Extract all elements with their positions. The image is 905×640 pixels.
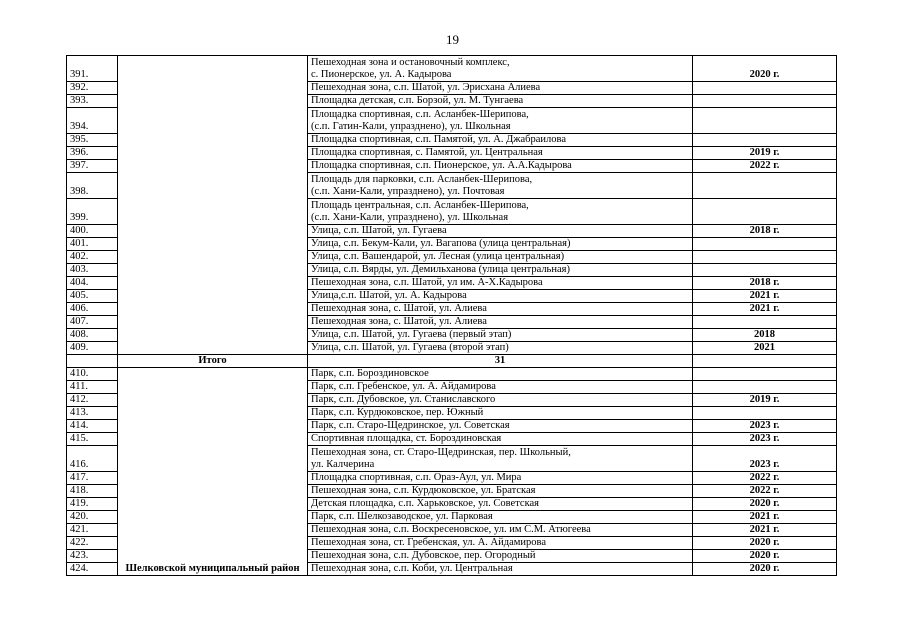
completion-year (693, 251, 837, 264)
object-description (308, 56, 693, 82)
completion-year (693, 82, 837, 95)
total-count: 31 (308, 355, 693, 368)
district-cell (118, 56, 308, 355)
object-line: Площадка детская, с.п. Борзой, ул. М. Тунгаева (311, 95, 524, 106)
object-line: (с.п. Хани-Кали, упразднено), ул. Почтовая (311, 186, 505, 197)
object-line: Парк, с.п. Гребенское, ул. А. Айдамирова (311, 381, 496, 392)
object-description (308, 485, 693, 498)
row-number: 401. (67, 238, 118, 251)
table-row (67, 56, 837, 82)
object-description (308, 264, 693, 277)
completion-year (693, 108, 837, 134)
object-description (308, 511, 693, 524)
object-line: Улица, с.п. Вярды, ул. Демильханова (улица центральная) (311, 264, 570, 275)
row-number: 397. (67, 160, 118, 173)
object-description (308, 563, 693, 576)
total-blank-cell (67, 355, 118, 368)
completion-year (693, 316, 837, 329)
object-line: Улица, с.п. Шатой, ул. Гугаева (311, 225, 447, 236)
object-description (308, 433, 693, 446)
completion-year: 2020 г. (693, 498, 837, 511)
row-number: 407. (67, 316, 118, 329)
row-number: 409. (67, 342, 118, 355)
completion-year: 2019 г. (693, 147, 837, 160)
completion-year: 2021 г. (693, 303, 837, 316)
object-line: (с.п. Гатин-Кали, упразднено), ул. Школьная (311, 121, 511, 132)
object-description (308, 329, 693, 342)
object-description (308, 251, 693, 264)
row-number: 395. (67, 134, 118, 147)
object-description (308, 134, 693, 147)
object-line: Детская площадка, с.п. Харьковское, ул. Советская (311, 498, 540, 509)
total-row (67, 355, 837, 368)
row-number: 405. (67, 290, 118, 303)
object-line: Площадка спортивная, с.п. Ораз-Аул, ул. Мира (311, 472, 522, 483)
object-line: Улица,с.п. Шатой, ул. А. Кадырова (311, 290, 467, 301)
object-description (308, 550, 693, 563)
completion-year (693, 238, 837, 251)
page-number: 19 (446, 32, 459, 47)
completion-year: 2019 г. (693, 394, 837, 407)
row-number: 408. (67, 329, 118, 342)
district-name: Шелковской муниципальный район (125, 563, 300, 574)
completion-year: 2022 г. (693, 160, 837, 173)
object-description (308, 199, 693, 225)
object-description (308, 238, 693, 251)
object-line: Площадь центральная, с.п. Асланбек-Шерипова, (311, 200, 529, 211)
object-description (308, 381, 693, 394)
row-number: 403. (67, 264, 118, 277)
row-number: 400. (67, 225, 118, 238)
object-line: Площадка спортивная, с.п. Асланбек-Шерипова, (311, 109, 529, 120)
object-description (308, 498, 693, 511)
object-line: (с.п. Хани-Кали, упразднено), ул. Школьная (311, 212, 509, 223)
row-number: 415. (67, 433, 118, 446)
table-row (67, 368, 837, 381)
object-line: Парк, с.п. Курдюковское, пер. Южный (311, 407, 484, 418)
object-line: Пешеходная зона, с.п. Дубовское, пер. Огородный (311, 550, 536, 561)
total-blank-cell (693, 355, 837, 368)
row-number: 404. (67, 277, 118, 290)
completion-year: 2020 г. (693, 56, 837, 82)
completion-year: 2021 г. (693, 524, 837, 537)
row-number: 418. (67, 485, 118, 498)
row-number: 422. (67, 537, 118, 550)
completion-year: 2018 (693, 329, 837, 342)
object-description (308, 95, 693, 108)
object-line: Пешеходная зона и остановочный комплекс, (311, 57, 510, 68)
row-number: 396. (67, 147, 118, 160)
object-line: Улица, с.п. Вашендарой, ул. Лесная (улица центральная) (311, 251, 565, 262)
completion-year (693, 199, 837, 225)
object-description (308, 316, 693, 329)
row-number: 391. (67, 56, 118, 82)
completion-year: 2022 г. (693, 485, 837, 498)
object-line: Парк, с.п. Дубовское, ул. Станиславского (311, 394, 496, 405)
completion-year: 2021 г. (693, 290, 837, 303)
completion-year: 2021 г. (693, 511, 837, 524)
object-description (308, 394, 693, 407)
object-description (308, 108, 693, 134)
row-number: 414. (67, 420, 118, 433)
object-line: Спортивная площадка, ст. Бороздиновская (311, 433, 502, 444)
row-number: 411. (67, 381, 118, 394)
objects-table (66, 55, 837, 576)
row-number: 402. (67, 251, 118, 264)
completion-year (693, 264, 837, 277)
row-number: 394. (67, 108, 118, 134)
object-description (308, 537, 693, 550)
object-line: Пешеходная зона, с.п. Коби, ул. Центральная (311, 563, 513, 574)
row-number: 421. (67, 524, 118, 537)
object-line: Пешеходная зона, ст. Гребенская, ул. А. Айдамирова (311, 537, 547, 548)
object-line: Улица, с.п. Шатой, ул. Гугаева (первый этап) (311, 329, 512, 340)
row-number: 412. (67, 394, 118, 407)
row-number: 398. (67, 173, 118, 199)
object-description (308, 277, 693, 290)
object-description (308, 342, 693, 355)
row-number: 420. (67, 511, 118, 524)
object-line: Пешеходная зона, с.п. Воскресеновское, ул. им С.М. Атюгеева (311, 524, 591, 535)
row-number: 417. (67, 472, 118, 485)
object-description (308, 290, 693, 303)
table-body (67, 56, 837, 576)
district-cell (118, 368, 308, 576)
completion-year: 2020 г. (693, 550, 837, 563)
completion-year: 2023 г. (693, 433, 837, 446)
object-line: Пешеходная зона, с.п. Шатой, ул. Эрисхана Алиева (311, 82, 541, 93)
row-number: 392. (67, 82, 118, 95)
object-description (308, 82, 693, 95)
object-line: с. Пионерское, ул. А. Кадырова (311, 69, 452, 80)
object-line: Площадка спортивная, с. Памятой, ул. Центральная (311, 147, 543, 158)
object-line: Площадка спортивная, с.п. Пионерское, ул. А.А.Кадырова (311, 160, 572, 171)
row-number: 416. (67, 446, 118, 472)
row-number: 419. (67, 498, 118, 511)
completion-year: 2018 г. (693, 225, 837, 238)
object-description (308, 420, 693, 433)
object-description (308, 407, 693, 420)
completion-year: 2018 г. (693, 277, 837, 290)
completion-year: 2020 г. (693, 537, 837, 550)
object-line: Пешеходная зона, ст. Старо-Щедринская, пер. Школьный, (311, 447, 571, 458)
object-description (308, 147, 693, 160)
row-number: 393. (67, 95, 118, 108)
object-line: Пешеходная зона, с.п. Шатой, ул им. А-Х.Кадырова (311, 277, 543, 288)
completion-year (693, 95, 837, 108)
object-line: Улица, с.п. Бекум-Кали, ул. Вагапова (улица центральная) (311, 238, 571, 249)
completion-year: 2023 г. (693, 446, 837, 472)
object-line: Парк, с.п. Старо-Щедринское, ул. Советская (311, 420, 510, 431)
object-description (308, 368, 693, 381)
object-description (308, 173, 693, 199)
row-number: 399. (67, 199, 118, 225)
object-line: ул. Калчерина (311, 459, 375, 470)
completion-year: 2020 г. (693, 563, 837, 576)
row-number: 424. (67, 563, 118, 576)
object-description (308, 472, 693, 485)
object-description (308, 160, 693, 173)
object-line: Парк, с.п. Шелкозаводское, ул. Парковая (311, 511, 493, 522)
object-line: Пешеходная зона, с. Шатой, ул. Алиева (311, 316, 487, 327)
object-description (308, 446, 693, 472)
object-line: Парк, с.п. Бороздиновское (311, 368, 429, 379)
object-description (308, 225, 693, 238)
row-number: 423. (67, 550, 118, 563)
row-number: 413. (67, 407, 118, 420)
row-number: 406. (67, 303, 118, 316)
total-label: Итого (118, 355, 308, 368)
completion-year (693, 134, 837, 147)
completion-year (693, 407, 837, 420)
completion-year (693, 368, 837, 381)
object-line: Пешеходная зона, с. Шатой, ул. Алиева (311, 303, 487, 314)
object-line: Площадь для парковки, с.п. Асланбек-Шерипова, (311, 174, 533, 185)
completion-year (693, 173, 837, 199)
object-line: Пешеходная зона, с.п. Курдюковское, ул. Братская (311, 485, 536, 496)
row-number: 410. (67, 368, 118, 381)
completion-year: 2021 (693, 342, 837, 355)
object-description (308, 303, 693, 316)
completion-year: 2022 г. (693, 472, 837, 485)
completion-year (693, 381, 837, 394)
object-description (308, 524, 693, 537)
completion-year: 2023 г. (693, 420, 837, 433)
object-line: Улица, с.п. Шатой, ул. Гугаева (второй этап) (311, 342, 509, 353)
object-line: Площадка спортивная, с.п. Памятой, ул. А. Джабраилова (311, 134, 567, 145)
